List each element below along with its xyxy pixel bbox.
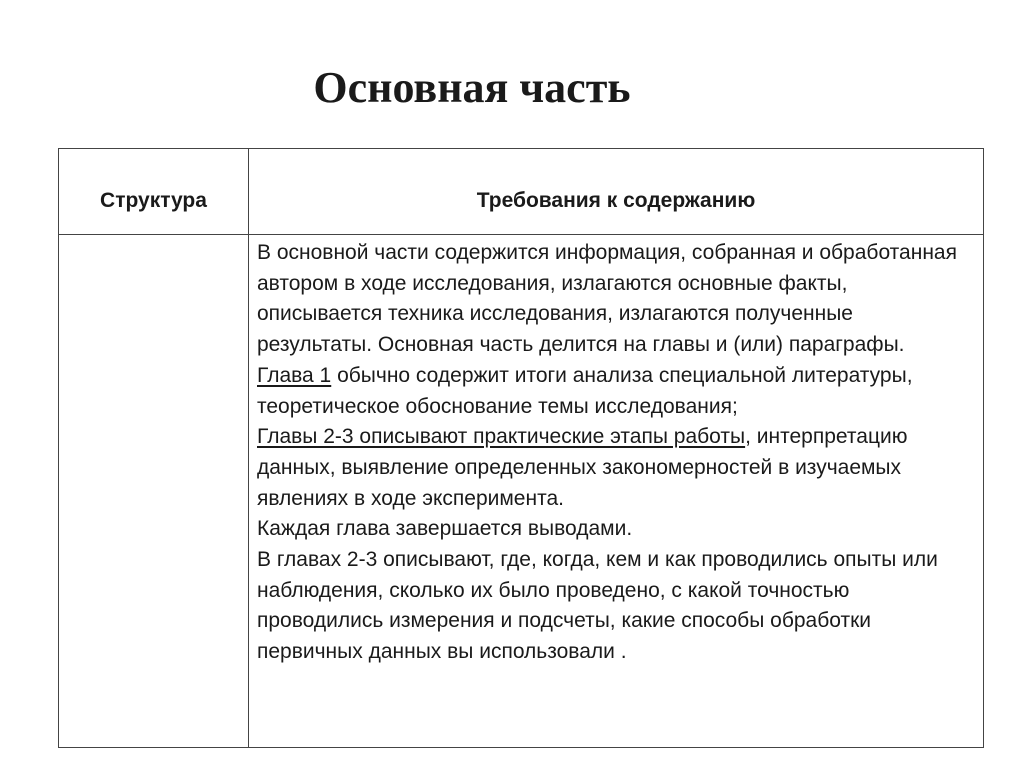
cell-structure xyxy=(59,235,249,748)
requirements-text xyxy=(249,235,983,668)
table-header-row xyxy=(59,149,984,235)
requirements-intro: В основной части содержится информация, собранная и обработанная автором в ходе исследования, излагаются основные факты, описывается техника исследования, излагаются полученные результаты. Основная часть делится на главы и (или) параграфы. xyxy=(257,241,957,357)
header-requirements: Требования к содержанию xyxy=(249,149,984,235)
chapters23-text: , интерпретацию данных, выявление определенных закономерностей в изучаемых явлениях в ходе эксперимента. xyxy=(257,425,908,510)
cell-requirements xyxy=(249,235,984,748)
chapters23-label: Главы 2-3 описывают практические этапы работы xyxy=(257,425,746,449)
requirements-details: В главах 2-3 описывают, где, когда, кем и как проводились опыты или наблюдения, сколько их было проведено, с какой точностью проводились измерения и подсчеты, какие способы обработки первичных данных вы использовали . xyxy=(257,548,938,664)
content-table xyxy=(58,148,984,748)
table-row xyxy=(59,235,984,748)
page-title: Основная часть xyxy=(313,63,631,112)
header-structure: Структура xyxy=(59,149,249,235)
requirements-conclusion: Каждая глава завершается выводами. xyxy=(257,517,633,541)
chapter1-text: обычно содержит итоги анализа специальной литературы, теоретическое обоснование темы исследования; xyxy=(257,363,913,418)
chapter1-label: Глава 1 xyxy=(257,363,332,387)
requirements-chapters23 xyxy=(257,422,973,514)
requirements-chapter1 xyxy=(257,361,973,422)
